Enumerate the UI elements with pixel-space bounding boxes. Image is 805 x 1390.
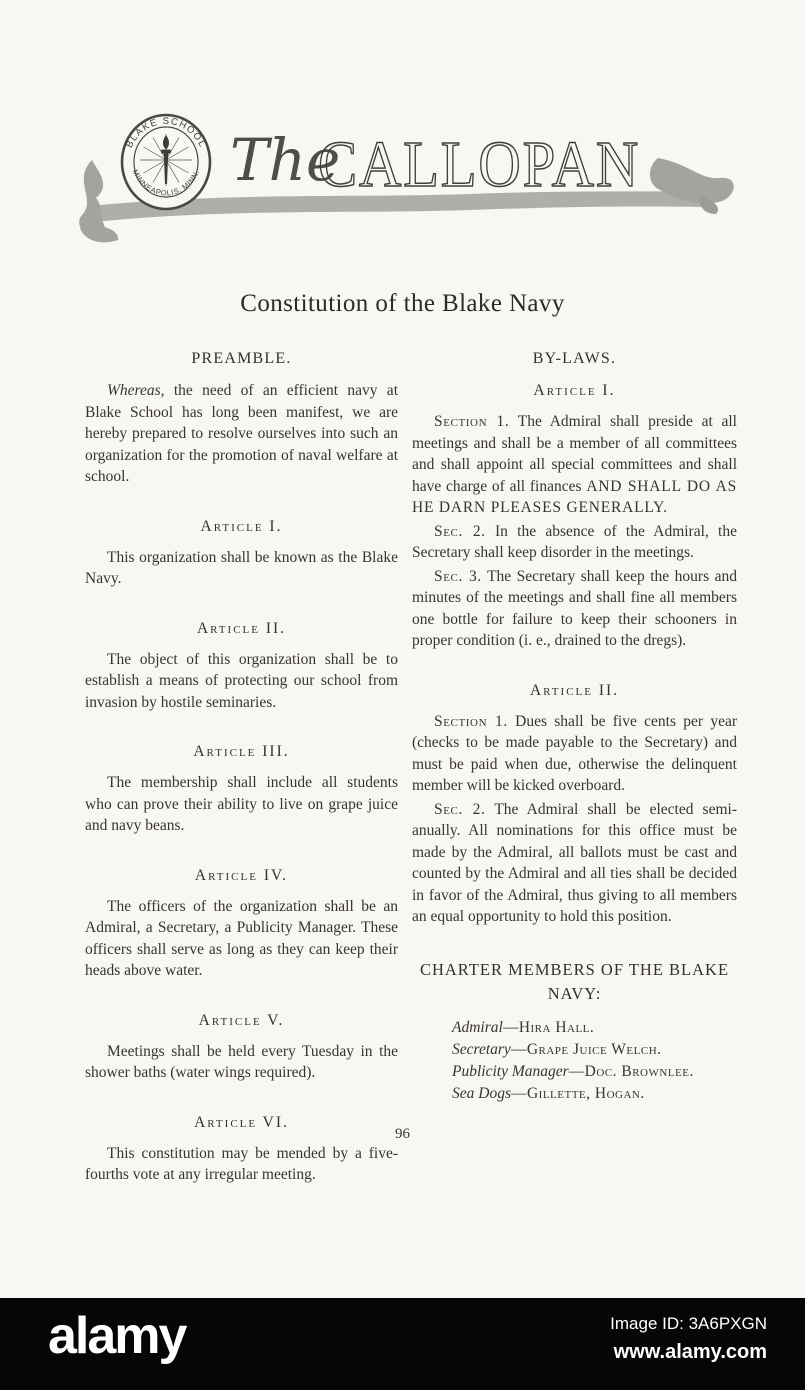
section-lead: Sec. 2. xyxy=(434,522,486,540)
member-name: —Grape Juice Welch. xyxy=(510,1041,662,1058)
article-1-paragraph: This organization shall be known as the Blake Navy. xyxy=(85,548,398,587)
article-2-paragraph: The object of this organization shall be to establish a means of protecting our school from invasion by hostile seminaries. xyxy=(85,650,398,711)
bylaws-a2-section-1 xyxy=(412,711,737,797)
left-column xyxy=(85,344,398,1188)
article-title: Constitution of the Blake Navy xyxy=(240,290,565,317)
member-name: —Hira Hall. xyxy=(502,1019,595,1036)
alamy-url: www.alamy.com xyxy=(613,1341,767,1363)
member-name: —Doc. Brownlee. xyxy=(568,1063,694,1080)
charter-member-row xyxy=(452,1017,737,1039)
section-caps-text: AND SHALL DO AS HE DARN PLEASES GENERALLY. xyxy=(412,477,737,516)
bylaws-a1-section-2 xyxy=(412,521,737,564)
member-role: Publicity Manager xyxy=(452,1063,569,1080)
article-6-paragraph: This constitution may be mended by a five-fourths vote at any irregular meeting. xyxy=(85,1144,398,1183)
section-text: The Secretary shall keep the hours and minutes of the meetings and shall fine all members one bottle for failure to keep their schooners in proper condition (i. e., drained to the dregs). xyxy=(412,567,737,649)
member-name: —Gillette, Hogan. xyxy=(510,1085,645,1102)
member-role: Secretary xyxy=(452,1041,511,1058)
section-text: The Admiral shall preside at all meetings and shall be a member of all committees and shall appoint all special committees and shall have charge of all finances xyxy=(412,413,737,495)
member-role: Admiral xyxy=(452,1019,503,1036)
charter-member-row xyxy=(452,1083,737,1105)
page-body xyxy=(85,344,737,1188)
seal-arc-top-label: BLAKE SCHOOL xyxy=(123,115,209,150)
blake-school-seal xyxy=(122,115,210,209)
member-role: Sea Dogs xyxy=(452,1085,511,1102)
charter-members-list xyxy=(412,1017,737,1105)
section-text: In the absence of the Admiral, the Secretary shall keep disorder in the meetings. xyxy=(412,522,737,561)
right-column xyxy=(412,344,737,1188)
article-3-paragraph: The membership shall include all students who can prove their ability to live on grape juice and navy beans. xyxy=(85,774,398,834)
article-4-paragraph: The officers of the organization shall be an Admiral, a Secretary, a Publicity Manager. These officers shall serve as long as they can keep their heads above water. xyxy=(85,897,398,979)
masthead xyxy=(0,0,805,250)
callopan-title: CALLOPAN xyxy=(318,128,640,201)
alamy-logo: alamy xyxy=(48,1307,186,1365)
page-number: 96 xyxy=(395,1126,410,1142)
section-lead: Section 1. xyxy=(434,413,510,430)
bylaws-article-1-heading: Article I. xyxy=(533,382,616,399)
preamble-heading: PREAMBLE. xyxy=(191,350,292,367)
bylaws-a1-section-1 xyxy=(412,411,737,519)
section-lead: Section 1. xyxy=(434,712,508,730)
section-lead: Sec. 2. xyxy=(434,800,486,818)
bylaws-a2-section-2 xyxy=(412,799,737,928)
article-2-heading: Article II. xyxy=(196,619,287,637)
article-1-heading: Article I. xyxy=(200,517,283,535)
article-4-heading: Article IV. xyxy=(194,866,289,884)
whereas-lead: Whereas, xyxy=(107,382,165,399)
article-5-heading: Article V. xyxy=(198,1011,285,1029)
preamble-paragraph xyxy=(85,380,398,488)
seal-arc-bottom-label: MINNEAPOLIS, MINN. xyxy=(130,168,202,198)
article-3-heading: Article III. xyxy=(193,743,290,760)
footer-right-block xyxy=(610,1314,767,1364)
section-text: Dues shall be five cents per year (checks to be made payable to the Secretary) and must be paid when due, otherwise the delinquent member will be kicked overboard. xyxy=(412,712,737,794)
charter-member-row xyxy=(452,1061,737,1083)
article-5-paragraph: Meetings shall be held every Tuesday in the shower baths (water wings required). xyxy=(85,1042,398,1081)
bylaws-heading: BY-LAWS. xyxy=(532,350,617,367)
section-text: The Admiral shall be elected semi-anually. All nominations for this office must be made by the Admiral, all ballots must be cast and counted by the Admiral and all ties shall be decided in favor of the Admiral, thus giving to all members an equal opportunity to hold this position. xyxy=(412,800,737,925)
article-6-heading: Article VI. xyxy=(194,1113,289,1131)
bylaws-a1-section-3 xyxy=(412,566,737,652)
alamy-watermark-bar xyxy=(0,1298,805,1390)
callopan-script-the: The xyxy=(230,126,341,194)
bylaws-article-2-heading: Article II. xyxy=(529,681,620,699)
charter-members-heading: CHARTER MEMBERS OF THE BLAKE NAVY: xyxy=(419,959,730,1004)
image-id-label: Image ID: 3A6PXGN xyxy=(610,1314,767,1333)
section-lead: Sec. 3. xyxy=(434,567,482,585)
charter-member-row xyxy=(452,1039,737,1061)
preamble-text: the need of an efficient navy at Blake School has long been manifest, we are hereby prepared to resolve ourselves into such an organization for the promotion of naval welfare at school. xyxy=(85,382,398,485)
